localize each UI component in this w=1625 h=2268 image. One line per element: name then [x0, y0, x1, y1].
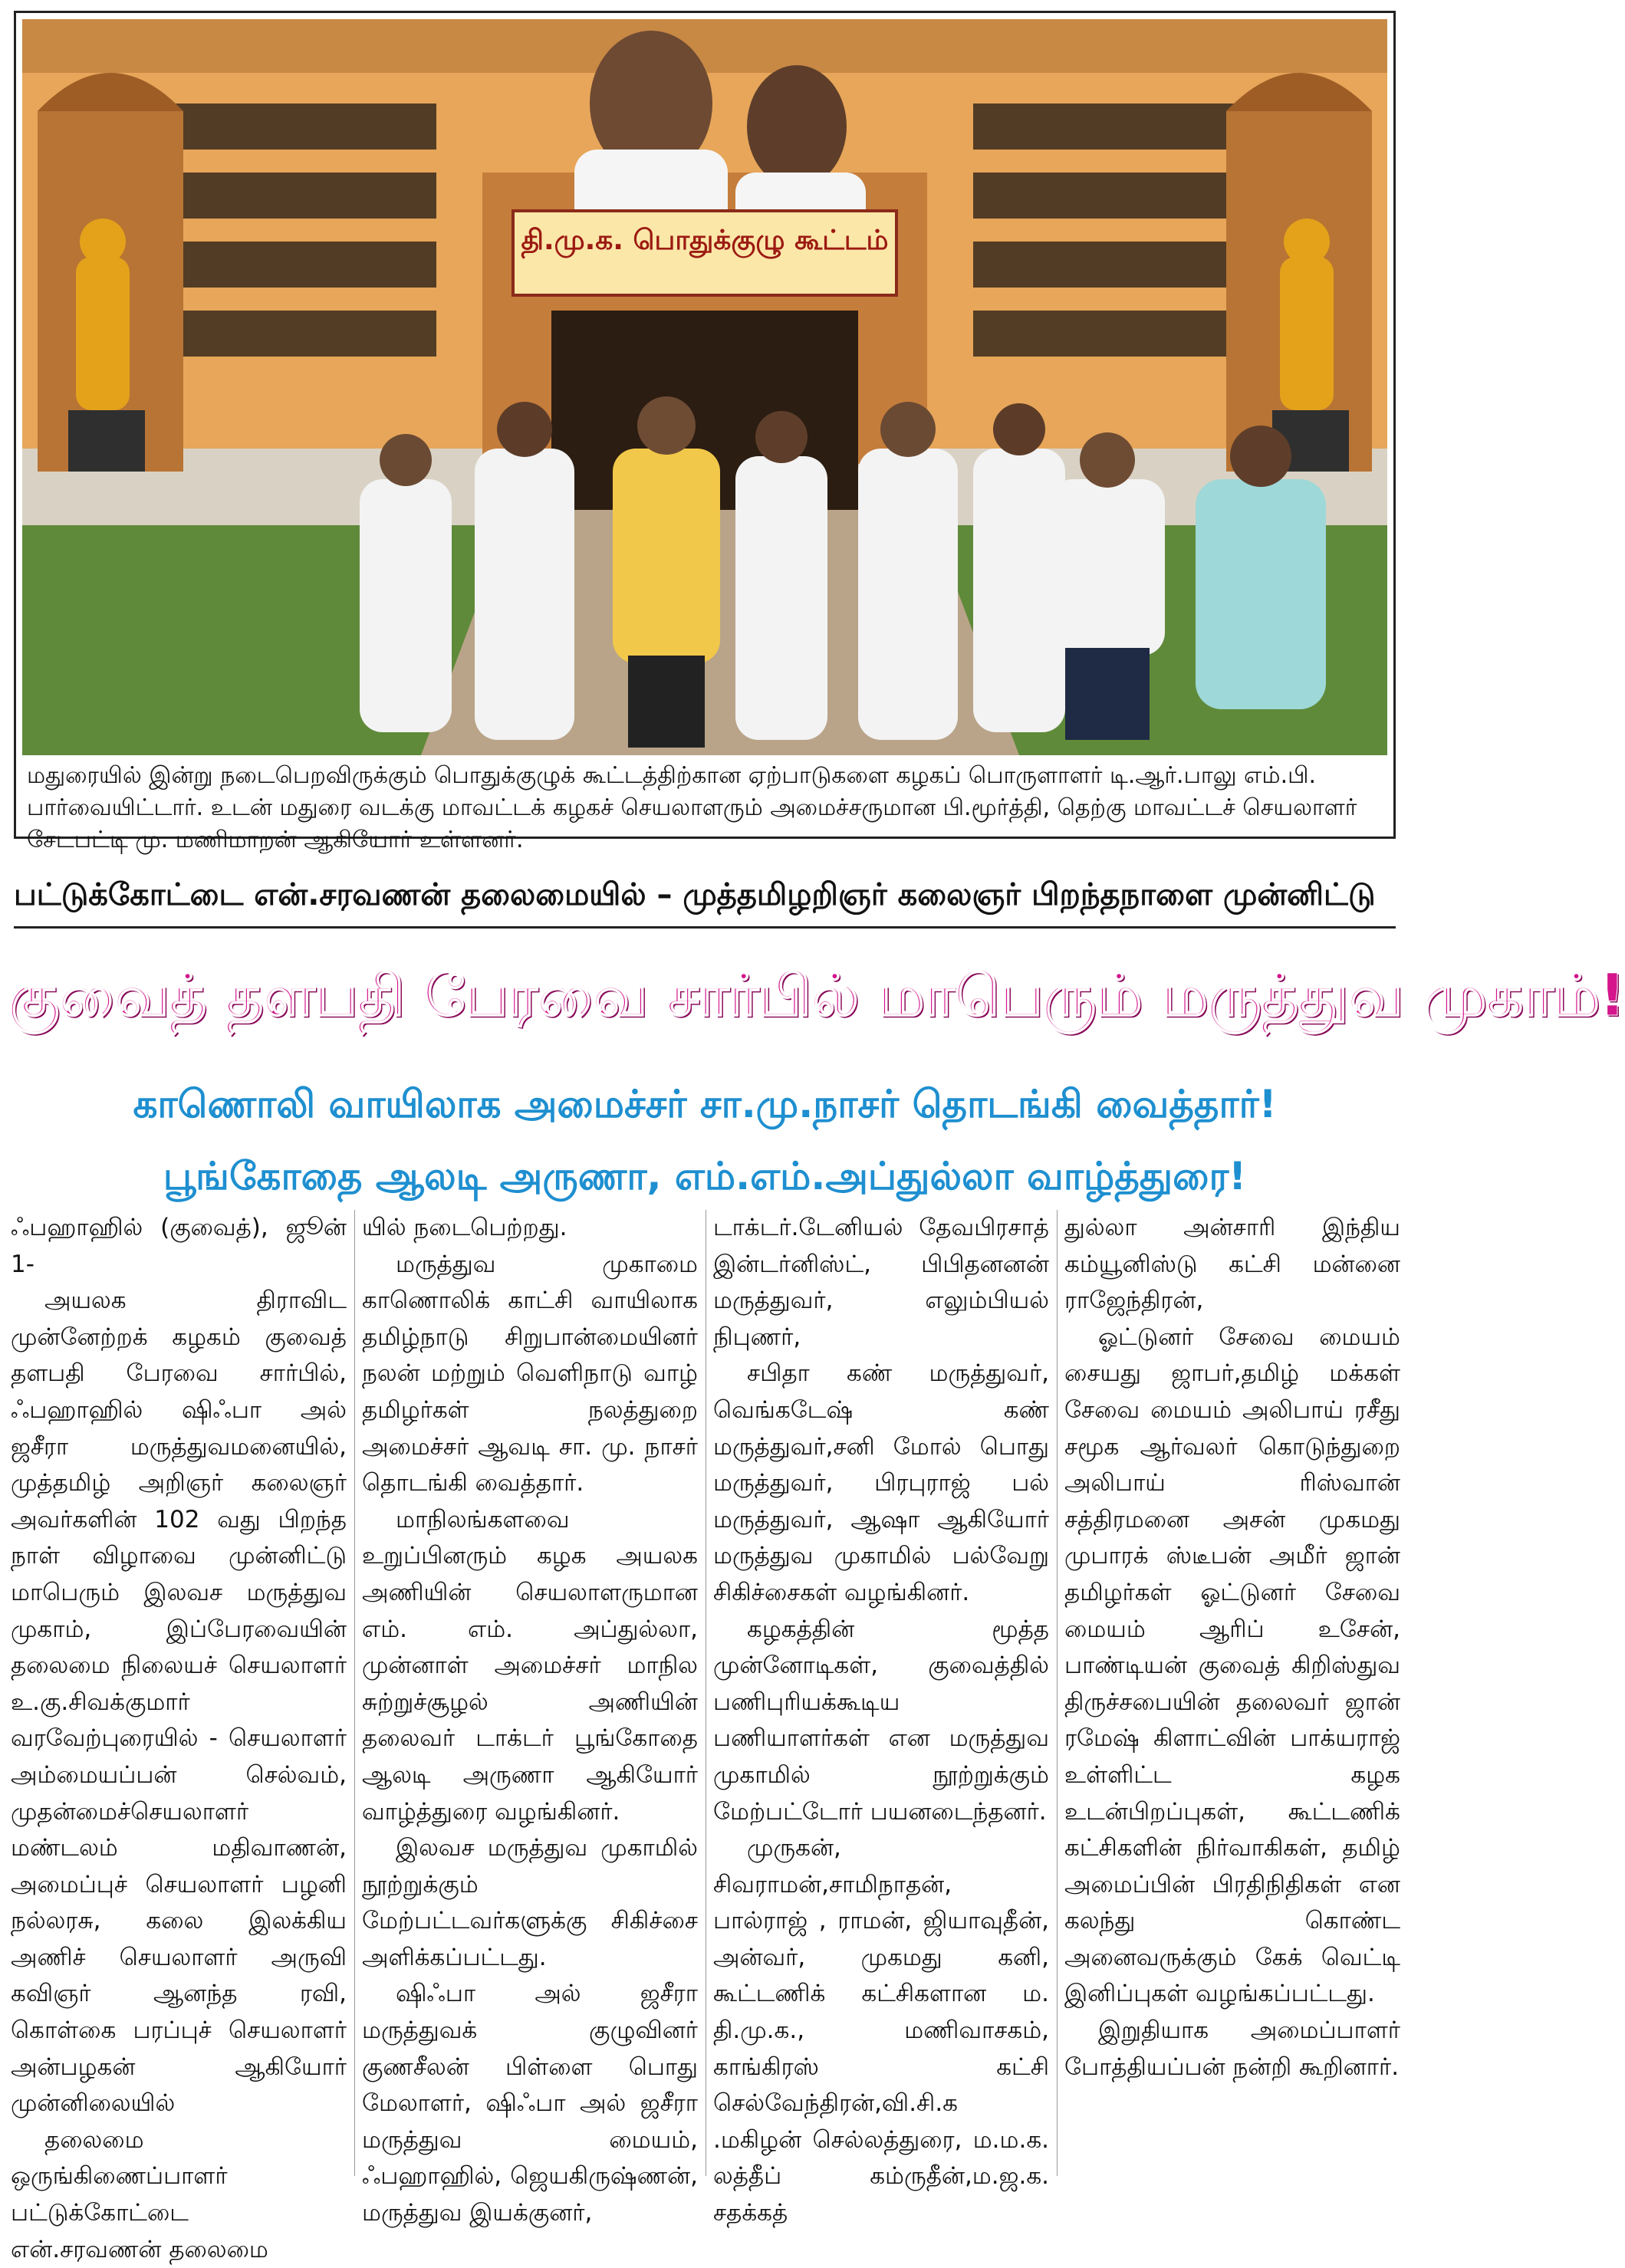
article-column-3	[713, 1210, 1049, 2227]
column-divider	[354, 1210, 355, 2176]
news-photo	[22, 19, 1387, 755]
news-photo-frame	[14, 11, 1396, 853]
paragraph: இலவச மருத்துவ முகாமில் நூற்றுக்கும் மேற்பட்டவர்களுக்கு சிகிச்சை அளிக்கப்பட்டது.	[362, 1834, 698, 1971]
paragraph: மாநிலங்களவை உறுப்பினரும் கழக அயலக அணியின் செயலாளருமான எம். எம். அப்துல்லா, முன்னாள் அமைச்சர் மாநில சுற்றுச்சூழல் அணியின் தலைவர் டாக்டர் பூங்கோதை ஆலடி அருணா ஆகியோர் வாழ்த்துரை வழங்கினர்.	[362, 1505, 698, 1826]
paragraph: மருத்துவ முகாமை காணொலிக் காட்சி வாயிலாக தமிழ்நாடு சிறுபான்மையினர் நலன் மற்றும் வெளிநாடு வாழ் தமிழர்கள் நலத்துறை அமைச்சர் ஆவடி சா. மு. நாசர் தொடங்கி வைத்தார்.	[362, 1250, 698, 1497]
column-divider	[1057, 1210, 1058, 2176]
kicker-bar	[14, 863, 1396, 929]
article-column-1	[11, 1210, 347, 2263]
paragraph: அயலக திராவிட முன்னேற்றக் கழகம் குவைத் தளபதி பேரவை சார்பில், ஃபஹாஹில் ஷிஃபா அல் ஜசீரா மருத்துவமனையில், முத்தமிழ் அறிஞர் கலைஞர் அவர்களின் 102 வது பிறந்த நாள் விழாவை முன்னிட்டு மாபெரும் இலவச மருத்துவ முகாம், இப்பேரவையின் தலைமை நிலையச் செயலாளர் உ.கு.சிவக்குமார் வரவேற்புரையில் - செயலாளர் அம்மையப்பன் செல்வம், முதன்மைச்செயலாளர் மண்டலம் மதிவாணன், அமைப்புச் செயலாளர் பழனி நல்லரசு, கலை இலக்கிய அணிச் செயலாளர் அருவி கவிஞர் ஆனந்த ரவி, கொள்கை பரப்புச் செயலாளர் அன்பழகன் ஆகியோர் முன்னிலையில்	[11, 1287, 347, 2118]
subheadline-1: காணொலி வாயிலாக அமைச்சர் சா.மு.நாசர் தொடங்கி வைத்தார்!	[133, 1082, 1277, 1126]
paragraph: இறுதியாக அமைப்பாளர் போத்தியப்பன் நன்றி கூறினார்.	[1064, 2017, 1400, 2081]
paragraph: ஷிஃபா அல் ஜசீரா மருத்துவக் குழுவினர் குணசீலன் பிள்ளை பொது மேலாளர், ஷிஃபா அல் ஜசீரா மருத்துவ மையம், ஃபஹாஹில், ஜெயகிருஷ்ணன், மருத்துவ இயக்குனர்,	[362, 1980, 698, 2227]
headline: குவைத் தளபதி பேரவை சார்பில் மாபெரும் மருத்துவ முகாம்!	[8, 961, 1625, 1029]
paragraph: முருகன், சிவராமன்,சாமிநாதன், பால்ராஜ் , ராமன், ஜியாவுதீன், அன்வர், முகமது கனி, கூட்டணிக் கட்சிகளான ம. தி.மு.க., மணிவாசகம், காங்கிரஸ் கட்சி செல்வேந்திரன்,வி.சி.க .மகிழன் செல்லத்துரை, ம.ம.க. லத்தீப் கம்ருதீன்,ம.ஜ.க. சதக்கத்	[713, 1834, 1049, 2227]
paragraph: தலைமை ஒருங்கிணைப்பாளர் பட்டுக்கோட்டை என்.சரவணன் தலைமை	[11, 2125, 268, 2263]
photo-banner-text: தி.மு.க. பொதுக்குழு கூட்டம்	[521, 225, 889, 256]
paragraph: டாக்டர்.டேனியல் தேவபிரசாத் இன்டர்னிஸ்ட், பிபிதனனன் மருத்துவர், எலும்பியல் நிபுணர்,	[713, 1214, 1049, 1351]
photo-caption: மதுரையில் இன்று நடைபெறவிருக்கும் பொதுக்குழுக் கூட்டத்திற்கான ஏற்பாடுகளை கழகப் பொருளாளர் டி.ஆர்.பாலு எம்.பி. பார்வையிட்டார். உடன் மதுரை வடக்கு மாவட்டக் கழகச் செயலாளரும் அமைச்சருமான பி.மூர்த்தி, தெற்கு மாவட்டச் செயலாளர் சேடபட்டி மு. மணிமாறன் ஆகியோர் உள்ளனர்.	[27, 762, 1357, 853]
subheadline-2: பூங்கோதை ஆலடி அருணா, எம்.எம்.அப்துல்லா வாழ்த்துரை!	[163, 1154, 1247, 1198]
paragraph: யில் நடைபெற்றது.	[362, 1214, 567, 1241]
paragraph: கழகத்தின் மூத்த முன்னோடிகள், குவைத்தில் பணிபுரியக்கூடிய பணியாளர்கள் என மருத்துவ முகாமில் நூற்றுக்கும் மேற்பட்டோர் பயனடைந்தனர்.	[713, 1615, 1049, 1826]
dateline: ஃபஹாஹில் (குவைத்), ஜூன் 1-	[11, 1214, 347, 1278]
paragraph: ஓட்டுனர் சேவை மையம் சையது ஜாபர்,தமிழ் மக்கள் சேவை மையம் அலிபாய் ரசீது சமூக ஆர்வலர் கொடுந்துறை அலிபாய் ரிஸ்வான் சத்திரமனை அசன் முகமது முபாரக் ஸ்டீபன் அமீர் ஜான் தமிழர்கள் ஓட்டுனர் சேவை மையம் ஆரிப் உசேன், பாண்டியன் குவைத் கிறிஸ்துவ திருச்சபையின் தலைவர் ஜான் ரமேஷ் கிளாட்வின் பாக்யராஜ் உள்ளிட்ட கழக உடன்பிறப்புகள், கூட்டணிக் கட்சிகளின் நிர்வாகிகள், தமிழ் அமைப்பின் பிரதிநிதிகள் என கலந்து கொண்ட அனைவருக்கும் கேக் வெட்டி இனிப்புகள் வழங்கப்பட்டது.	[1064, 1323, 1400, 2008]
paragraph: சபிதா கண் மருத்துவர், வெங்கடேஷ் கண் மருத்துவர்,சனி மோல் பொது மருத்துவர், பிரபுராஜ் பல் மருத்துவர், ஆஷா ஆகியோர் மருத்துவ முகாமில் பல்வேறு சிகிச்சைகள் வழங்கினர்.	[713, 1359, 1049, 1606]
paragraph: துல்லா அன்சாரி இந்திய கம்யூனிஸ்டு கட்சி மன்னை ராஜேந்திரன்,	[1064, 1214, 1400, 1315]
kicker-line: பட்டுக்கோட்டை என்.சரவணன் தலைமையில் – முத்தமிழறிஞர் கலைஞர் பிறந்தநாளை முன்னிட்டு	[14, 877, 1376, 912]
article-body	[11, 1210, 1400, 2263]
article-column-2	[362, 1210, 698, 2227]
article-column-4	[1064, 1210, 1400, 2176]
